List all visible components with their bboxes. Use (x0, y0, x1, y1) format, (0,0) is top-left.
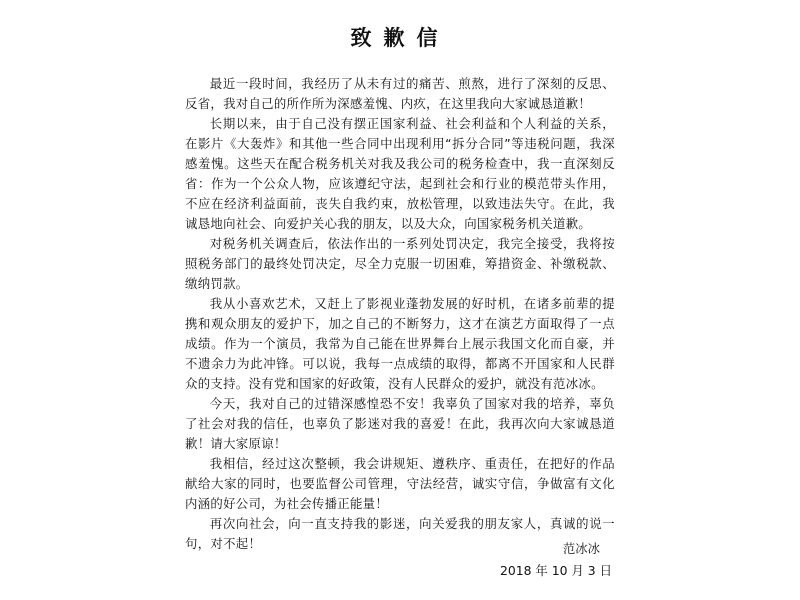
letter-body (185, 74, 615, 554)
paragraph: 长期以来，由于自己没有摆正国家利益、社会利益和个人利益的关系，在影片《大轰炸》和其他一些合同中出现利用“拆分合同”等违税问题，我深感羞愧。这些天在配合税务机关对我及我公司的税务检查中，我一直深刻反省：作为一个公众人物，应该遵纪守法，起到社会和行业的模范带头作用，不应在经济利益面前，丧失自我约束，放松管理，以致违法失守。在此，我诚恳地向社会、向爱护关心我的朋友，以及大众，向国家税务机关道歉。 (185, 116, 615, 231)
paragraph: 我从小喜欢艺术，又赶上了影视业蓬勃发展的好时机，在诸多前辈的提携和观众朋友的爱护下，加之自己的不断努力，这才在演艺方面取得了一点成绩。作为一个演员，我常为自己能在世界舞台上展示我国文化而自豪，并不遗余力为此冲锋。可以说，我每一点成绩的取得，都离不开国家和人民群众的支持。没有党和国家的好政策，没有人民群众的爱护，就没有范冰冰。 (185, 296, 615, 391)
paragraph: 最近一段时间，我经历了从未有过的痛苦、煎熬，进行了深刻的反思、反省，我对自己的所作所为深感羞愧、内疚，在这里我向大家诚恳道歉！ (185, 76, 615, 111)
paragraph: 再次向社会，向一直支持我的影迷，向关爱我的朋友家人，真诚的说一句，对不起！ (185, 516, 615, 551)
paragraph: 对税务机关调查后，依法作出的一系列处罚决定，我完全接受，我将按照税务部门的最终处罚决定，尽全力克服一切困难，筹措资金、补缴税款、缴纳罚款。 (185, 236, 615, 291)
signature: 范冰冰 (562, 541, 600, 556)
paragraph: 今天，我对自己的过错深感惶恐不安！我辜负了国家对我的培养，辜负了社会对我的信任，也辜负了影迷对我的喜爱！在此，我再次向大家诚恳道歉！请大家原谅！ (185, 396, 615, 451)
letter-title: 致歉信 (350, 26, 450, 50)
letter-date: 2018 年 10 月 3 日 (499, 563, 612, 578)
paragraph: 我相信，经过这次整顿，我会讲规矩、遵秩序、重责任，在把好的作品献给大家的同时，也要监督公司管理，守法经营，诚实守信，争做富有文化内涵的好公司，为社会传播正能量！ (185, 456, 615, 511)
